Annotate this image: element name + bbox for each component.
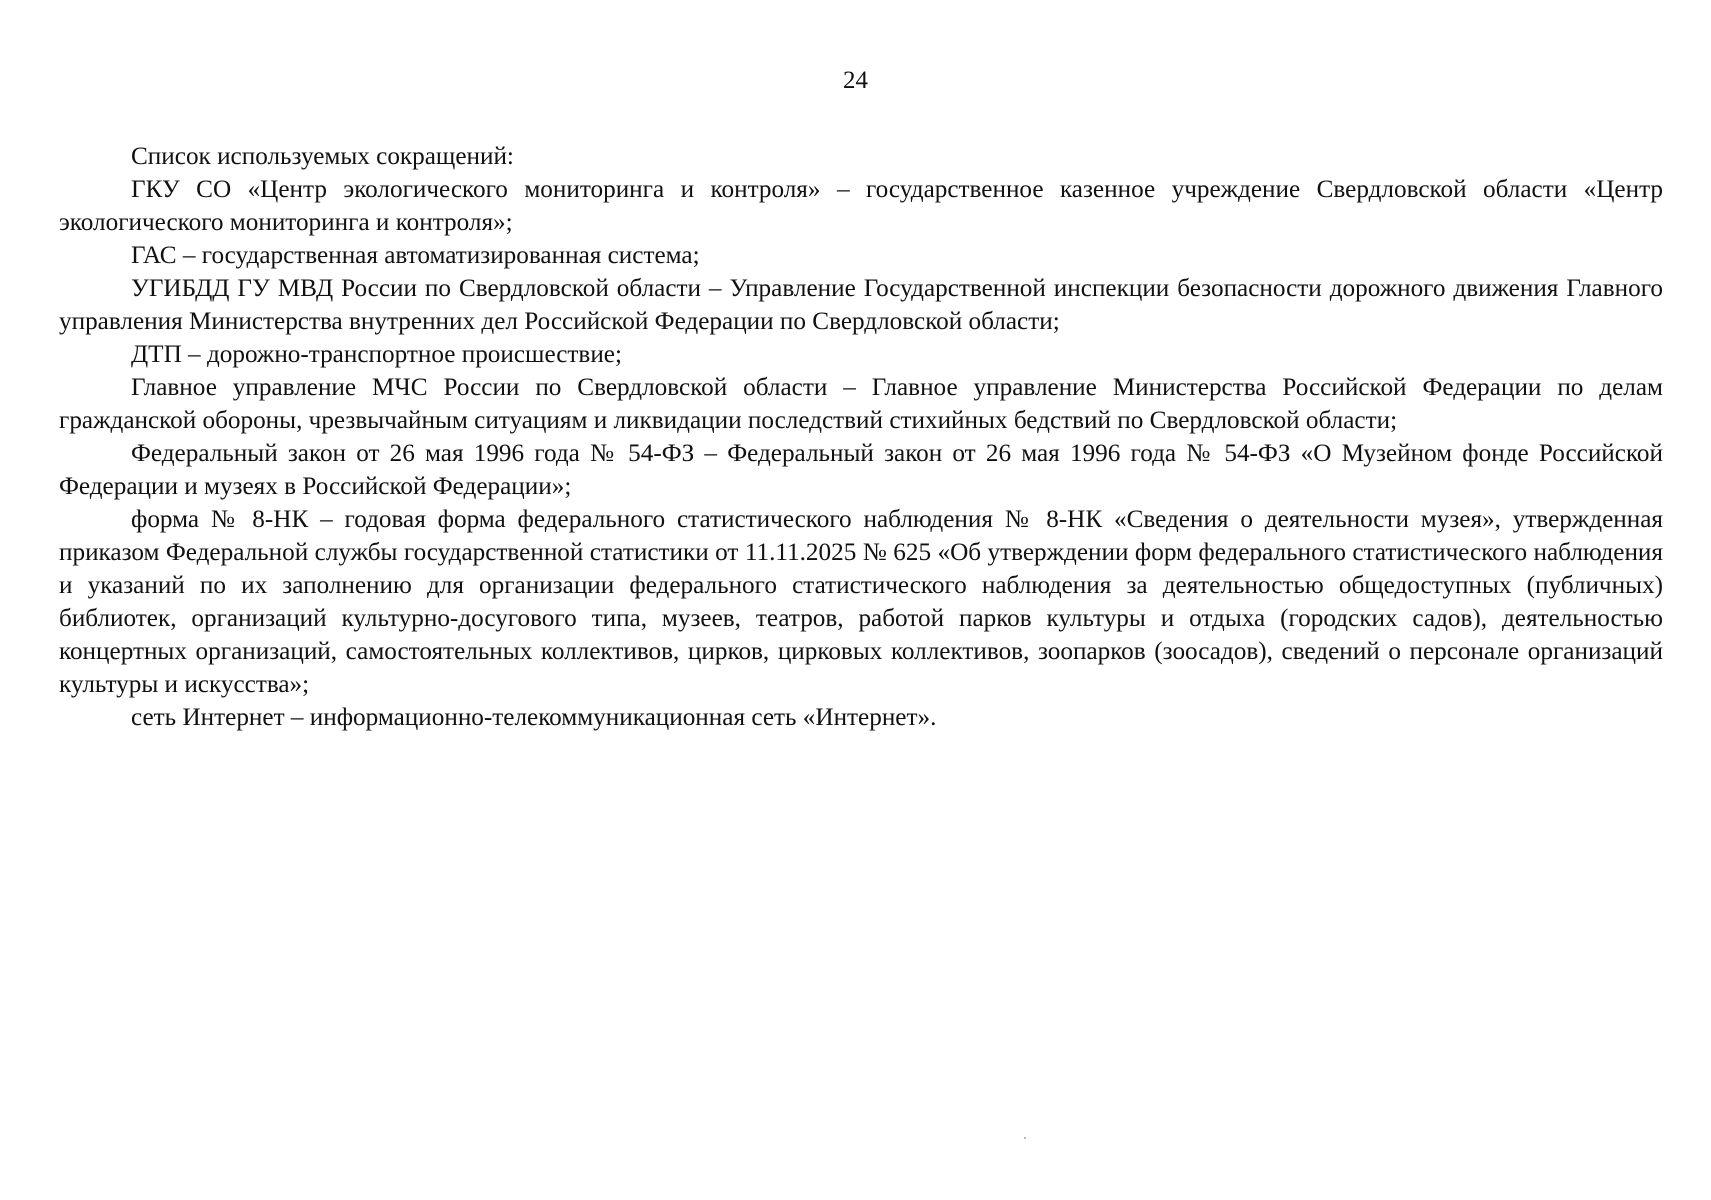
abbreviation-entry-mchs: Главное управление МЧС России по Свердловской области – Главное управление Министерства Российской Федерации по делам гражданской обороны, чрезвычайным ситуациям и ликвидации последствий стихийных бедствий по Свердловской области;	[59, 374, 1663, 434]
abbreviation-entry-dtp: ДТП – дорожно-транспортное происшествие;	[131, 341, 622, 368]
abbreviation-entry-internet: сеть Интернет – информационно-телекоммуникационная сеть «Интернет».	[131, 704, 937, 731]
abbreviation-entry-form-8nk: форма № 8-НК – годовая форма федерального статистического наблюдения № 8-НК «Сведения о деятельности музея», утвержденная приказом Федеральной службы государственной статистики от 11.11.2025 № 625 «Об утверждении форм федерального статистического наблюдения и указаний по их заполнению для организации федерального статистического наблюдения за деятельностью общедоступных (публичных) библиотек, организаций культурно-досугового типа, музеев, театров, работой парков культуры и отдыха (городских садов), деятельностью концертных организаций, самостоятельных коллективов, цирков, цирковых коллективов, зоопарков (зоосадов), сведений о персонале организаций культуры и искусства»;	[59, 506, 1663, 698]
abbreviation-entry-gas: ГАС – государственная автоматизированная система;	[131, 242, 700, 269]
page-number: 24	[843, 67, 868, 94]
abbreviations-heading: Список используемых сокращений:	[131, 143, 514, 170]
scan-speck	[1024, 1137, 1026, 1139]
abbreviation-entry-ugibdd: УГИБДД ГУ МВД России по Свердловской области – Управление Государственной инспекции безопасности дорожного движения Главного управления Министерства внутренних дел Российской Федерации по Свердловской области;	[59, 275, 1663, 335]
abbreviation-entry-gku-so: ГКУ СО «Центр экологического мониторинга и контроля» – государственное казенное учреждение Свердловской области «Центр экологического мониторинга и контроля»;	[59, 176, 1663, 236]
abbreviations-list	[59, 140, 1663, 734]
abbreviation-entry-federal-law: Федеральный закон от 26 мая 1996 года № 54-ФЗ – Федеральный закон от 26 мая 1996 года № 54-ФЗ «О Музейном фонде Российской Федерации и музеях в Российской Федерации»;	[59, 440, 1663, 500]
